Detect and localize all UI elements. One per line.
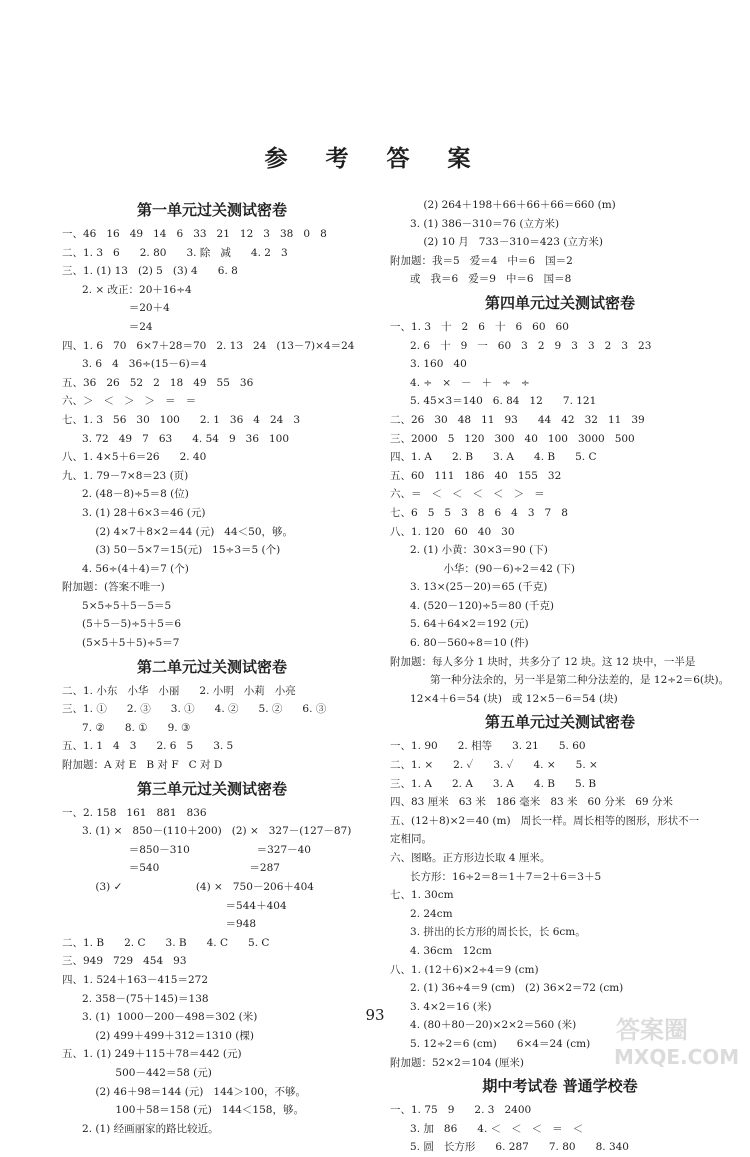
answer-line: 3. 160 40: [390, 358, 467, 371]
answer-line: 4. ÷ × － ＋ ÷ ÷: [390, 376, 530, 389]
answer-line: 五、1. (1) 249＋115＋78＝442 (元): [62, 1048, 242, 1061]
answer-line: (2) 264＋198＋66＋66＋66＝660 (m): [390, 199, 616, 211]
answer-line: 或 我＝6 爱＝9 中＝6 国＝8: [390, 273, 572, 286]
answer-line: 3. 72 49 7 63 4. 54 9 36 100: [62, 432, 290, 445]
answer-line: 四、1. A 2. B 3. A 4. B 5. C: [390, 451, 597, 464]
answer-line: 二、1. 3 6 2. 80 3. 除 减 4. 2 3: [62, 246, 288, 259]
answer-line: 五、1. 1 4 3 2. 6 5 3. 5: [62, 740, 234, 753]
answer-line: 2. 24cm: [390, 907, 453, 920]
answer-line: 5×5÷5＋5－5＝5: [62, 599, 172, 612]
answer-line: 定相同。: [390, 833, 432, 846]
watermark-logo: [610, 1012, 740, 1070]
answer-line: 五、60 111 186 40 155 32: [390, 469, 562, 482]
answer-line: 2. (48－8)÷5＝8 (位): [62, 488, 189, 501]
answer-line: 4. 56÷(4＋4)＝7 (个): [62, 562, 189, 575]
answer-line: ＝24: [62, 320, 153, 333]
answer-line: 2. 6 十 9 一 60 3 2 9 3 3 2 3 23: [390, 339, 652, 352]
answer-line: 3. 4×2＝16 (米): [390, 1000, 492, 1013]
answer-line: 五、(12＋8)×2＝40 (m) 周长一样。周长相等的图形，形状不一: [390, 814, 700, 827]
answer-line: ＝20＋4: [62, 302, 170, 315]
answer-line: 3. (1) × 850－(110＋200) (2) × 327－(127－87): [62, 825, 352, 838]
answer-line: 八、1. 120 60 40 30: [390, 525, 515, 538]
answer-line: 一、1. 90 2. 相等 3. 21 5. 60: [390, 740, 586, 753]
answer-line: (5×5＋5＋5)÷5＝7: [62, 637, 180, 650]
answer-line: 5. 圆 长方形 6. 287 7. 80 8. 340: [390, 1141, 629, 1154]
answer-line: 5. 12÷2＝6 (cm) 6×4＝24 (cm): [390, 1037, 591, 1050]
answer-line: 3. 13×(25－20)＝65 (千克): [390, 581, 548, 594]
answer-line: ＝544＋404: [62, 899, 287, 912]
answer-line: 二、1. 小东 小华 小丽 2. 小明 小莉 小亮: [62, 684, 296, 697]
answer-line: (2) 4×7＋8×2＝44 (元) 44＜50，够。: [62, 525, 294, 538]
answer-line: ＝850－310 ＝327－40: [62, 843, 311, 856]
answer-line: 附加题：A 对 E B 对 F C 对 D: [62, 759, 223, 772]
answer-line: 六、＝ ＜ ＜ ＜ ＜ ＞ ＝: [390, 488, 545, 501]
answer-line: 附加题：我＝5 爱＝4 中＝6 国＝2: [390, 254, 573, 267]
answer-line: 六、图略。正方形边长取 4 厘米。: [390, 852, 551, 864]
answer-line: 2. (1) 经画丽家的路比较近。: [62, 1122, 219, 1135]
section-heading: 期中考试卷 普通学校卷: [482, 1077, 638, 1096]
answer-line: (2) 46＋98＝144 (元) 144＞100，不够。: [62, 1085, 306, 1098]
answer-line: 小华：(90－6)÷2＝42 (下): [390, 562, 576, 575]
watermark-bottom: MXQE.COM: [614, 1045, 740, 1069]
answer-line: 五、36 26 52 2 18 49 55 36: [62, 376, 254, 389]
answer-line: 4. (80＋80－20)×2×2＝560 (米): [390, 1019, 577, 1032]
answer-line: 二、1. × 2. ✓ 3. ✓ 4. × 5. ×: [390, 759, 598, 772]
answer-line: 100＋58＝158 (元) 144＜158，够。: [62, 1104, 304, 1117]
answer-line: 3. 拼出的长方形的周长长，长 6cm。: [390, 926, 586, 939]
answer-line: 三、1. ① 2. ③ 3. ① 4. ② 5. ② 6. ③: [62, 703, 327, 716]
answer-line: 一、1. 75 9 2. 3 2400: [390, 1104, 532, 1117]
answer-line: (3) ✓ (4) × 750－206＋404: [62, 881, 314, 893]
section-heading: 第三单元过关测试密卷: [136, 779, 287, 798]
answer-line: 6. 80－560÷8＝10 (件): [390, 637, 529, 650]
section-heading: 第五单元过关测试密卷: [484, 713, 635, 732]
answer-line: 二、1. B 2. C 3. B 4. C 5. C: [62, 936, 270, 949]
answer-line: 5. 64＋64×2＝192 (元): [390, 618, 529, 631]
answer-line: 3. (1) 28＋6×3＝46 (元): [62, 506, 206, 519]
answer-line: 四、83 厘米 63 米 186 毫米 83 米 60 分米 69 分米: [390, 796, 673, 809]
answer-line: 一、46 16 49 14 6 33 21 12 3 38 0 8: [62, 228, 327, 240]
answer-line: (2) 499＋499＋312＝1310 (棵): [62, 1029, 254, 1042]
answer-line: 三、2000 5 120 300 40 100 3000 500: [390, 432, 635, 445]
section-heading: 第一单元过关测试密卷: [136, 201, 287, 219]
answer-line: 九、1. 79－7×8＝23 (页): [62, 469, 189, 482]
answer-line: 12×4＋6＝54 (块) 或 12×5－6＝54 (块): [390, 692, 618, 705]
answer-line: (3) 50－5×7＝15(元) 15÷3＝5 (个): [62, 544, 281, 557]
section-heading: 第二单元过关测试密卷: [136, 657, 287, 676]
section-heading: 第四单元过关测试密卷: [484, 293, 635, 312]
answer-line: 4. (520－120)÷5＝80 (千克): [390, 599, 555, 612]
answer-line: 六、＞ ＜ ＞ ＞ ＝ ＝: [62, 395, 197, 408]
left-column: [62, 196, 362, 1138]
answer-line: 三、949 729 454 93: [62, 955, 187, 968]
answer-line: 附加题：52×2＝104 (厘米): [390, 1056, 524, 1069]
answer-line: 七、1. 30cm: [390, 889, 454, 902]
answer-line: ＝540 ＝287: [62, 862, 280, 875]
answer-line: 2. × 改正：20＋16÷4: [62, 283, 192, 296]
answer-line: 2. 358－(75＋145)＝138: [62, 992, 209, 1005]
answer-line: 3. 加 86 4. ＜ ＜ ＜ ＝ ＜: [390, 1122, 584, 1135]
answer-line: 长方形：16÷2＝8＝1＋7＝2＋6＝3＋5: [390, 870, 602, 883]
answer-line: 3. (1) 1000－200－498＝302 (米): [62, 1011, 258, 1024]
answer-line: 四、1. 6 70 6×7＋28＝70 2. 13 24 (13－7)×4＝24: [62, 339, 355, 352]
answer-line: (2) 10 月 733－310＝423 (立方米): [390, 236, 603, 249]
answer-line: 四、1. 524＋163－415＝272: [62, 973, 209, 986]
answer-line: (5＋5－5)÷5＋5＝6: [62, 618, 182, 631]
answer-line: 2. (1) 小黄：30×3＝90 (下): [390, 544, 548, 557]
answer-line: 7. ② 8. ① 9. ③: [62, 721, 191, 734]
page-number: 93: [365, 1006, 385, 1024]
answer-line: ＝948: [62, 918, 257, 931]
answer-line: 附加题：(答案不唯一): [62, 581, 165, 594]
answer-line: 5. 45×3＝140 6. 84 12 7. 121: [390, 395, 597, 408]
answer-line: 3. 6 4 36÷(15－6)＝4: [62, 358, 207, 371]
answer-line: 2. (1) 36÷4＝9 (cm) (2) 36×2＝72 (cm): [390, 982, 624, 995]
answer-line: 500－442＝58 (元): [62, 1066, 212, 1079]
answer-line: 一、1. 3 十 2 6 十 6 60 60: [390, 320, 569, 333]
answer-line: 七、1. 3 56 30 100 2. 1 36 4 24 3: [62, 413, 301, 426]
answer-line: 附加题：每人多分 1 块时，共多分了 12 块。这 12 块中，一半是: [390, 655, 696, 668]
watermark-top: 答案圈: [616, 1016, 688, 1044]
answer-line: 八、1. (12＋6)×2÷4＝9 (cm): [390, 963, 539, 976]
answer-line: 第一种分法余的，另一半是第二种分法差的，是 12÷2＝6(块)。: [390, 674, 730, 687]
answer-line: 三、1. A 2. A 3. A 4. B 5. B: [390, 777, 597, 790]
answer-line: 三、1. (1) 13 (2) 5 (3) 4 6. 8: [62, 265, 238, 278]
page-title: 参 考 答 案: [264, 146, 486, 172]
answer-line: 3. (1) 386－310＝76 (立方米): [390, 217, 560, 230]
answer-line: 一、2. 158 161 881 836: [62, 806, 207, 819]
answer-line: 4. 36cm 12cm: [390, 944, 492, 957]
answer-line: 七、6 5 5 3 8 6 4 3 7 8: [390, 506, 568, 519]
answer-line: 二、26 30 48 11 93 44 42 32 11 39: [390, 413, 645, 426]
answer-line: 八、1. 4×5＋6＝26 2. 40: [62, 451, 207, 464]
